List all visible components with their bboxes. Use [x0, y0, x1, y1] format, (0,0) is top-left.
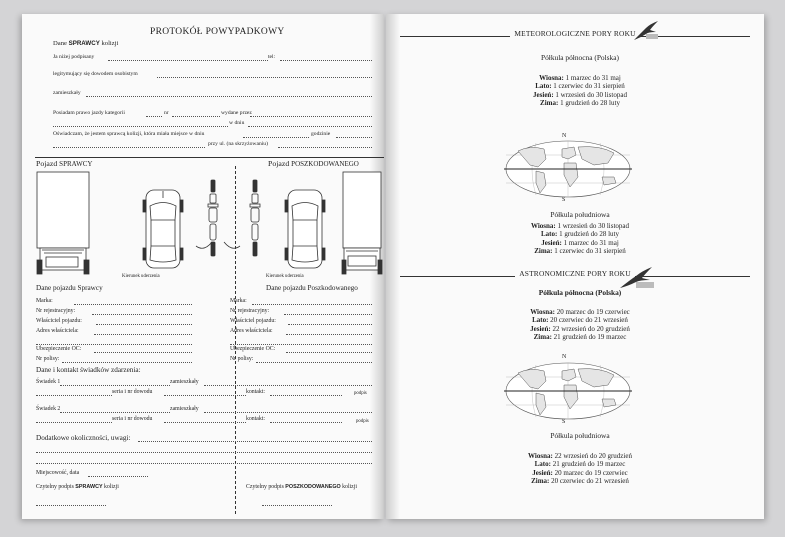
perp-make-label: Marka: [36, 298, 53, 304]
astro-south-summer: Lato: 21 grudzień do 19 marzec [534, 460, 626, 469]
hour-label: godzinie [311, 131, 331, 137]
witness1-residing-field-cont[interactable] [36, 395, 112, 396]
witness1-residing-field[interactable] [204, 385, 372, 386]
victim-owner-field[interactable] [288, 324, 372, 325]
statement-label: Oświadczam, że jestem sprawcą kolizji, która miała miejsce w dniu [53, 131, 205, 137]
victim-policy-field[interactable] [256, 362, 372, 363]
astro-south-spring: Wiosna: 22 wrzesień do 20 grudzień [528, 452, 632, 460]
victim-policy-label: Nr polisy: [230, 356, 254, 362]
perp-reg-field[interactable] [92, 314, 192, 315]
address-label: zamieszkały [53, 90, 81, 96]
impact-arrow-icon [196, 242, 212, 248]
witness1-contact-label: kontakt: [246, 389, 265, 395]
astro-header-text: ASTRONOMICZNE PORY ROKU [515, 269, 635, 278]
witness1-residing-label: zamieszkały [170, 379, 199, 385]
truck-side-view-icon-right [342, 172, 382, 274]
witness1-id-field[interactable] [164, 395, 246, 396]
street-label: przy ul. (na skrzyżowaniu) [208, 141, 268, 147]
perp-owner-field[interactable] [96, 324, 192, 325]
tel-label: tel: [268, 54, 276, 60]
circumstances-field-2[interactable] [36, 452, 372, 453]
witness2-name-field[interactable] [60, 412, 170, 413]
perp-make-field[interactable] [74, 304, 192, 305]
vehicle-diagram [36, 170, 384, 276]
impact-label-right: Kierunek uderzenia [266, 274, 304, 279]
witness2-label: Świadek 2 [36, 406, 61, 412]
meteo-south-list [430, 222, 730, 256]
victim-make-field[interactable] [252, 304, 372, 305]
issued-date-label: w dniu [229, 120, 245, 126]
victim-make-label: Marka: [230, 298, 247, 304]
motorcycle-icon-right [250, 180, 260, 256]
license-category-label: Posiadam prawo jazdy kategorii [53, 110, 125, 116]
witness2-contact-field[interactable] [270, 422, 342, 423]
astro-south-autumn: Jesień: 20 marzec do 19 czerwiec [532, 468, 628, 477]
astro-south-list [430, 452, 730, 486]
victim-insurance-label: Ubezpieczenie OC: [230, 346, 276, 352]
swallow-icon [632, 20, 660, 42]
astro-north-spring: Wiosna: 20 marzec do 19 czerwiec [530, 308, 630, 316]
witness1-label: Świadek 1 [36, 379, 61, 385]
witness2-id-label: seria i nr dowodu [112, 416, 153, 422]
perp-owner-address-field-cont[interactable] [36, 344, 192, 345]
astro-header [400, 269, 750, 283]
circumstances-field-1[interactable] [138, 441, 372, 442]
meteo-south-summer: Lato: 1 grudzień do 28 luty [541, 230, 619, 239]
witness2-residing-label: zamieszkały [170, 406, 199, 412]
place-date-label: Miejscowość, data [36, 470, 80, 476]
witness2-id-field[interactable] [164, 422, 246, 423]
perp-policy-label: Nr polisy: [36, 356, 60, 362]
street-field-a[interactable] [53, 147, 205, 148]
perp-insurance-label: Ubezpieczenie OC: [36, 346, 82, 352]
victim-vehicle-heading: Pojazd POSZKODOWANEGO [268, 159, 359, 168]
meteo-south-heading: Półkula południowa [550, 210, 610, 219]
perp-owner-address-field[interactable] [94, 334, 192, 335]
perp-signature-field[interactable] [36, 505, 106, 506]
license-number-label: nr [164, 110, 169, 116]
witness1-contact-field[interactable] [270, 395, 342, 396]
world-map-icon-2 [504, 361, 632, 421]
statement-date-field[interactable] [243, 137, 309, 138]
circumstances-title: Dodatkowe okoliczności, uwagi: [36, 434, 131, 442]
license-number-field[interactable] [172, 116, 220, 117]
victim-insurance-field[interactable] [286, 352, 372, 353]
victim-signature-label: Czytelny podpis POSZKODOWANEGO kolizji [246, 484, 357, 490]
meteo-north-winter: Zima: 1 grudzień do 28 luty [540, 99, 620, 108]
license-category-field[interactable] [146, 116, 162, 117]
page-gutter-shadow-right [386, 14, 400, 519]
meteo-north-label: N [562, 133, 567, 139]
issued-date-field[interactable] [248, 126, 372, 127]
issued-by-label: wydane przez [221, 110, 252, 116]
right-page-seasons [386, 14, 764, 519]
victim-owner-address-field-cont[interactable] [230, 344, 372, 345]
report-title: PROTOKÓŁ POWYPADKOWY [150, 27, 285, 37]
world-map-icon [504, 139, 632, 199]
astro-north-autumn: Jesień: 22 wrzesień do 20 grudzień [530, 324, 630, 333]
undersigned-label: Ja niżej podpisany [53, 54, 95, 60]
victim-signature-field[interactable] [262, 505, 332, 506]
astro-south-winter: Zima: 20 czerwiec do 21 wrzesień [531, 477, 629, 486]
astro-south-label: S [562, 419, 566, 425]
victim-vehicle-data-title: Dane pojazdu Poszkodowanego [266, 284, 358, 292]
meteo-header [400, 29, 750, 43]
meteo-south-winter: Zima: 1 czerwiec do 31 sierpień [534, 247, 626, 256]
perp-vehicle-data-title: Dane pojazdu Sprawcy [36, 284, 103, 292]
undersigned-field[interactable] [108, 60, 268, 61]
driver-data-heading: Dane SPRAWCY kolizji [53, 40, 119, 47]
witness1-signature-label: podpis [354, 391, 367, 396]
meteo-north-summer: Lato: 1 czerwiec do 31 sierpień [535, 82, 625, 91]
id-card-field[interactable] [157, 77, 372, 78]
astro-north-list [430, 308, 730, 342]
circumstances-field-3[interactable] [36, 463, 372, 464]
witnesses-title: Dane i kontakt świadków zdarzenia: [36, 366, 141, 374]
witness2-residing-field-cont[interactable] [36, 422, 112, 423]
left-page-accident-report [22, 14, 384, 519]
meteo-south-autumn: Jesień: 1 marzec do 31 maj [541, 238, 619, 247]
truck-side-view-icon [37, 172, 89, 274]
place-date-field[interactable] [88, 476, 148, 477]
section-divider [35, 157, 384, 158]
perp-vehicle-heading: Pojazd SPRAWCY [36, 159, 93, 168]
astro-north-winter: Zima: 21 grudzień do 19 marzec [533, 333, 627, 342]
meteo-north-spring: Wiosna: 1 marzec do 31 maj [539, 74, 621, 82]
perp-insurance-field[interactable] [94, 352, 192, 353]
victim-reg-field[interactable] [284, 314, 372, 315]
address-field[interactable] [86, 96, 372, 97]
witness1-id-label: seria i nr dowodu [112, 389, 153, 395]
meteo-north-list [430, 74, 730, 108]
meteo-north-autumn: Jesień: 1 wrzesień do 30 listopad [533, 90, 627, 99]
astro-north-summer: Lato: 20 czerwiec do 21 wrzesień [532, 316, 628, 325]
witness1-name-field[interactable] [60, 385, 170, 386]
id-card-label: legitymujący się dowodem osobistym [53, 71, 138, 77]
perp-signature-label: Czytelny podpis SPRAWCY kolizji [36, 484, 119, 490]
car-top-view-icon-right [285, 190, 325, 268]
impact-label-left: Kierunek uderzenia [122, 274, 160, 279]
perp-owner-address-label: Adres właściciela: [36, 328, 79, 334]
meteo-header-text: METEOROLOGICZNE PORY ROKU [510, 29, 639, 38]
issued-by-field-cont[interactable] [53, 126, 228, 127]
astro-north-heading: Półkula północna (Polska) [538, 288, 622, 297]
street-field-b[interactable] [278, 147, 372, 148]
issued-by-field[interactable] [250, 116, 372, 117]
witness2-residing-field[interactable] [204, 412, 372, 413]
meteo-south-label: S [562, 197, 566, 203]
hour-field[interactable] [336, 137, 372, 138]
astro-south-heading: Półkula południowa [550, 431, 610, 440]
witness2-signature-label: podpis [356, 419, 369, 424]
victim-owner-address-label: Adres właściciela: [230, 328, 273, 334]
victim-reg-label: Nr rejestracyjny: [230, 308, 270, 314]
witness2-contact-label: kontakt: [246, 416, 265, 422]
astro-north-label: N [562, 354, 567, 360]
tel-field[interactable] [280, 60, 372, 61]
perp-policy-field[interactable] [62, 362, 192, 363]
car-top-view-icon [143, 190, 183, 268]
perp-owner-label: Właściciel pojazdu: [36, 318, 82, 324]
meteo-south-spring: Wiosna: 1 wrzesień do 30 listopad [530, 222, 630, 230]
meteo-north-heading: Półkula północna (Polska) [540, 53, 619, 62]
victim-owner-address-field[interactable] [286, 334, 372, 335]
perp-reg-label: Nr rejestracyjny: [36, 308, 76, 314]
victim-owner-label: Właściciel pojazdu: [230, 318, 276, 324]
